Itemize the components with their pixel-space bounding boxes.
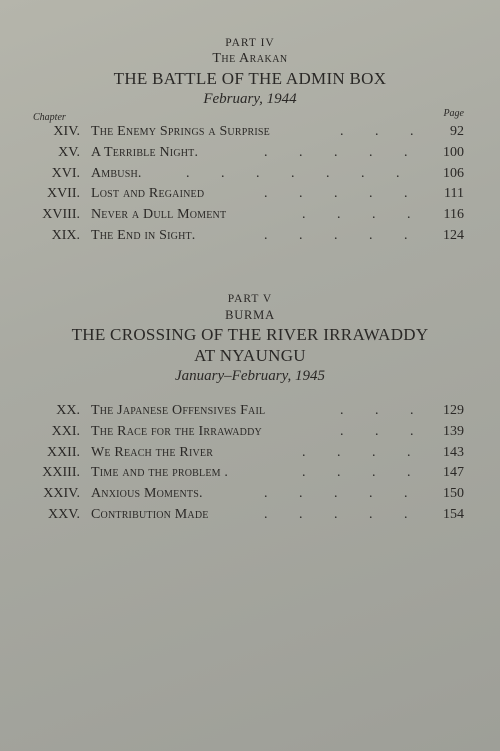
leader-dots: . . . . . . .: [186, 165, 400, 181]
chapter-number: XVII.: [46, 186, 80, 202]
leader-dots: . . . . .: [264, 486, 408, 502]
leader-dots: . . . . .: [264, 144, 408, 160]
leader-dots: . . . . .: [264, 227, 408, 243]
chapter-number: XXII.: [46, 444, 80, 460]
leader-dots: . . . .: [302, 444, 411, 460]
part-iv-chapter-list: [0, 124, 500, 249]
part-iv-header: [0, 36, 500, 109]
leader-dots: . . .: [340, 124, 414, 139]
chapter-title: Ambush.: [91, 165, 142, 181]
toc-row: [0, 445, 500, 466]
chapter-number: XIX.: [51, 227, 80, 243]
chapter-number: XXI.: [51, 423, 80, 439]
chapter-title: Time and the problem .: [91, 465, 229, 481]
part-title: THE BATTLE OF THE ADMIN BOX: [113, 69, 387, 88]
leader-dots: . . .: [340, 423, 414, 439]
part-label: PART IV: [225, 37, 275, 49]
leader-dots: . . . . .: [264, 506, 408, 522]
toc-row: [0, 403, 500, 424]
chapter-title: A Terrible Night.: [91, 144, 199, 160]
part-title-line-1: THE CROSSING OF THE RIVER IRRAWADDY: [71, 325, 429, 344]
chapter-title: Anxious Moments.: [91, 486, 203, 502]
chapter-title: The End in Sight.: [91, 227, 196, 243]
chapter-column-heading: Chapter: [33, 112, 66, 123]
toc-row: [0, 124, 500, 145]
chapter-title: We Reach the River: [91, 444, 214, 460]
chapter-page: 150: [443, 486, 464, 502]
chapter-page: 116: [443, 207, 464, 223]
chapter-page: 124: [443, 227, 464, 243]
toc-row: [0, 145, 500, 166]
chapter-number: XVIII.: [42, 207, 80, 223]
chapter-page: 143: [443, 444, 464, 460]
leader-dots: . . .: [340, 403, 414, 418]
toc-row: [0, 465, 500, 486]
leader-dots: . . . .: [302, 465, 411, 481]
chapter-page: 100: [443, 144, 464, 160]
chapter-page: 106: [443, 165, 464, 181]
chapter-title: Contribution Made: [91, 506, 209, 522]
leader-dots: . . . .: [302, 207, 411, 223]
chapter-title: The Enemy Springs a Surprise: [91, 124, 270, 139]
chapter-number: XVI.: [51, 165, 80, 181]
toc-row: [0, 166, 500, 187]
part-date: January–February, 1945: [175, 368, 325, 384]
chapter-number: XXV.: [47, 506, 80, 522]
part-title-line-2: AT NYAUNGU: [194, 346, 306, 365]
leader-dots: . . . . .: [264, 186, 408, 202]
chapter-title: The Japanese Offensives Fail: [91, 403, 266, 418]
page-column-heading: Page: [443, 108, 464, 119]
chapter-page: 139: [443, 423, 464, 439]
chapter-number: XIV.: [53, 124, 80, 139]
part-label: PART V: [227, 293, 273, 305]
chapter-number: XXIII.: [42, 465, 80, 481]
chapter-title: Lost and Regained: [91, 186, 205, 202]
toc-row: [0, 186, 500, 207]
chapter-number: XX.: [56, 403, 80, 418]
chapter-title: Never a Dull Moment: [91, 207, 227, 223]
toc-row: [0, 424, 500, 445]
part-region: BURMA: [225, 308, 275, 322]
chapter-number: XV.: [58, 144, 80, 160]
chapter-page: 147: [443, 465, 464, 481]
toc-row: [0, 507, 500, 528]
part-v-chapter-list: [0, 403, 500, 528]
chapter-page: 154: [443, 506, 464, 522]
toc-row: [0, 228, 500, 249]
chapter-page: 111: [444, 186, 464, 202]
chapter-page: 129: [443, 403, 464, 418]
toc-row: [0, 207, 500, 228]
part-v-header: [0, 292, 500, 386]
part-date: February, 1944: [203, 91, 297, 107]
toc-row: [0, 486, 500, 507]
part-region: The Arakan: [212, 51, 288, 66]
chapter-number: XXIV.: [43, 486, 80, 502]
chapter-title: The Race for the Irrawaddy: [91, 423, 262, 439]
chapter-page: 92: [450, 124, 464, 139]
